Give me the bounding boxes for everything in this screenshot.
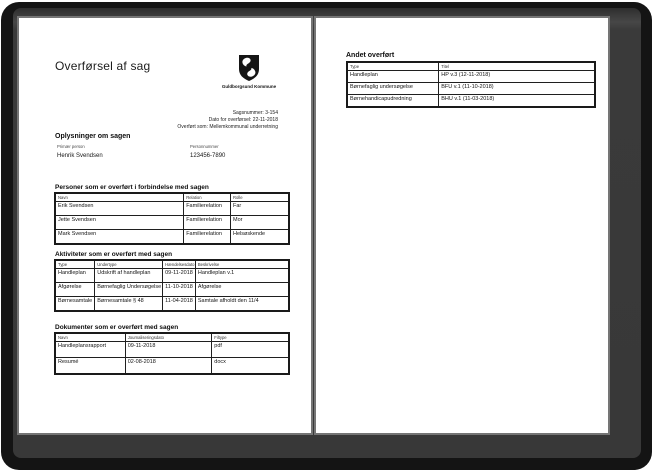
cell: Børnefaglig undersøgelse: [347, 83, 439, 95]
primary-person-label: Primær person: [57, 144, 85, 149]
case-info-heading: Oplysninger om sagen: [55, 133, 131, 140]
col-header: Titel: [439, 62, 595, 71]
table-row: [55, 216, 289, 230]
viewer-window: [1, 2, 652, 470]
col-header: Rolle: [230, 193, 289, 202]
municipality-name: Guldborgsund Kommune: [221, 84, 277, 89]
col-header: Filtype: [212, 333, 289, 342]
cell: Handleplan: [347, 71, 439, 83]
person-number-value: 123456-7890: [190, 153, 226, 159]
cell: 11-04-2018: [163, 297, 196, 312]
cell: 09-11-2018: [163, 269, 196, 283]
cell: pdf: [212, 342, 289, 358]
cell: Børnesamtale: [55, 297, 95, 312]
cell: Resumé: [55, 358, 125, 375]
col-header: Journaliseringsdato: [125, 333, 212, 342]
col-header: Navn: [55, 333, 125, 342]
cell: Handleplansrapport: [55, 342, 125, 358]
table-row: [347, 95, 595, 108]
document-page-1: [17, 16, 313, 435]
other-transferred-table: [346, 61, 596, 108]
cell: HP v.3 (12-11-2018): [439, 71, 595, 83]
cell: Børnefaglig Undersøgelse: [95, 283, 163, 297]
col-header: Beskrivelse: [195, 260, 289, 269]
cell: BHU v.1 (11-03-2018): [439, 95, 595, 108]
persons-table: [54, 192, 290, 245]
cell: Familierelation: [184, 216, 231, 230]
case-metadata: [177, 110, 278, 132]
cell: Mark Svendsen: [55, 230, 184, 245]
col-header: Undertype: [95, 260, 163, 269]
documents-heading: Dokumenter som er overført med sagen: [55, 324, 179, 331]
municipality-logo: [217, 54, 281, 89]
col-header: Navn: [55, 193, 184, 202]
table-row: [55, 358, 289, 375]
table-row: [55, 230, 289, 245]
cell: Familierelation: [184, 230, 231, 245]
cell: Erik Svendsen: [55, 202, 184, 216]
cell: 02-08-2018: [125, 358, 212, 375]
table-row: [55, 297, 289, 312]
other-transferred-heading: Andet overført: [346, 52, 395, 59]
cell: Børnehandicapudredning: [347, 95, 439, 108]
transfer-date: Dato for overførsel: 22-11-2018: [208, 117, 278, 124]
cell: Afgørelse: [55, 283, 95, 297]
viewer-background: [13, 8, 641, 458]
cell: docx: [212, 358, 289, 375]
cell: Udskrift af handleplan: [95, 269, 163, 283]
cell: Handleplan: [55, 269, 95, 283]
primary-person-value: Henrik Svendsen: [57, 153, 103, 159]
cell: Familierelation: [184, 202, 231, 216]
col-header: Hændelsesdato: [163, 260, 196, 269]
documents-table: [54, 332, 290, 375]
table-row: [55, 342, 289, 358]
transfer-type: Overført som: Mellemkommunal underretning: [177, 124, 278, 131]
cell: Jette Svendsen: [55, 216, 184, 230]
activities-table: [54, 259, 290, 312]
person-number-label: Personnummer: [190, 144, 219, 149]
table-header-row: [55, 260, 289, 269]
cell: Handleplan v.1: [195, 269, 289, 283]
col-header: Type: [55, 260, 95, 269]
coat-of-arms-icon: [217, 54, 281, 82]
persons-heading: Personer som er overført i forbindelse med sagen: [55, 184, 209, 191]
case-number: Sagsnummer: 3-154: [232, 110, 278, 116]
cell: Helsøskende: [230, 230, 289, 245]
activities-heading: Aktiviteter som er overført med sagen: [55, 251, 173, 258]
table-row: [347, 71, 595, 83]
cell: BFU v.1 (11-10-2018): [439, 83, 595, 95]
document-title: Overførsel af sag: [55, 59, 151, 73]
table-row: [347, 83, 595, 95]
table-header-row: [55, 193, 289, 202]
table-header-row: [347, 62, 595, 71]
document-page-2: [314, 16, 610, 435]
table-header-row: [55, 333, 289, 342]
table-row: [55, 283, 289, 297]
col-header: Type: [347, 62, 439, 71]
cell: 09-11-2018: [125, 342, 212, 358]
col-header: Relation: [184, 193, 231, 202]
table-row: [55, 202, 289, 216]
table-row: [55, 269, 289, 283]
cell: 11-10-2018: [163, 283, 196, 297]
cell: Børnesamtale § 48: [95, 297, 163, 312]
cell: Far: [230, 202, 289, 216]
cell: Samtale afholdt den 11/4: [195, 297, 289, 312]
cell: Mor: [230, 216, 289, 230]
cell: Afgørelse: [195, 283, 289, 297]
